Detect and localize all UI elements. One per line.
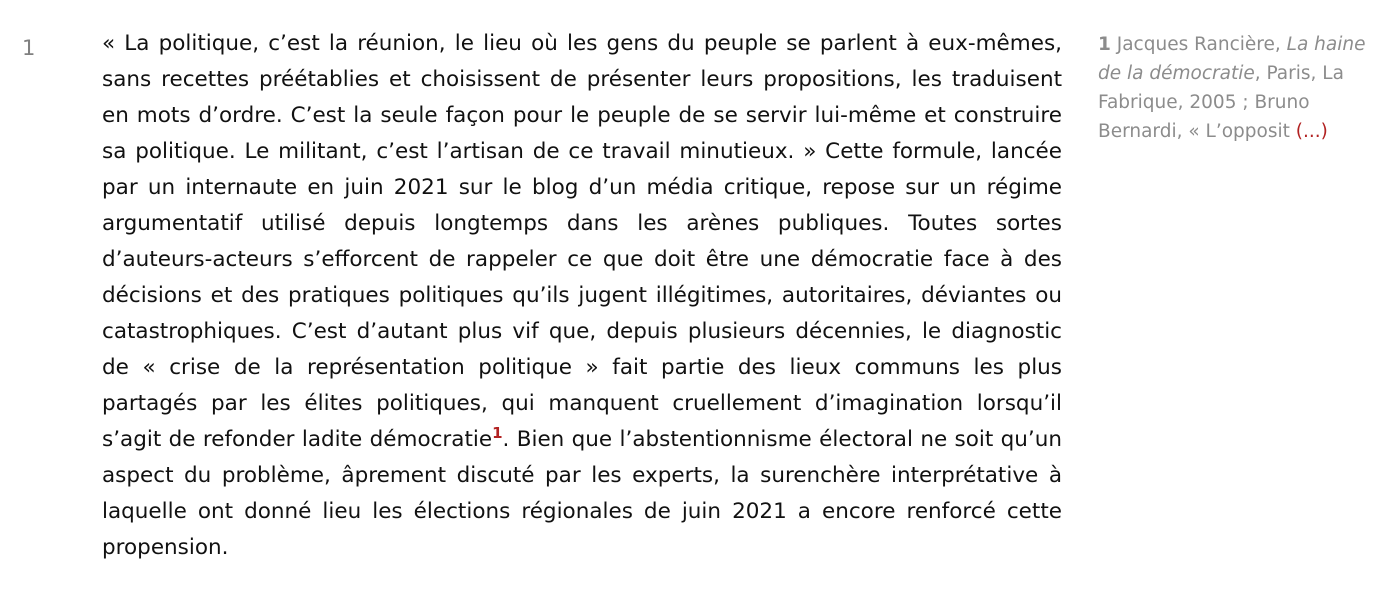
sidenote <box>1098 30 1366 146</box>
paragraph-text-after-note: . Bien que l’abstentionnisme électoral ne soit qu’un aspect du problème, âprement discuté par les experts, la surenchère interprétative à laquelle ont donné lieu les élections régionales de juin 2021 a encore renforcé cette propension. <box>102 427 1062 560</box>
body-paragraph <box>102 26 1062 566</box>
paragraph-number: 1 <box>22 36 36 60</box>
sidenote-more-link[interactable]: (...) <box>1295 121 1328 142</box>
paragraph-text-before-note: « La politique, c’est la réunion, le lieu où les gens du peuple se parlent à eux-mêmes, sans recettes préétablies et choisissent de présenter leurs propositions, les traduisent en mots d’ordre. C’est la seule façon pour le peuple de se servir lui-même et construire sa politique. Le militant, c’est l’artisan de ce travail minutieux. » Cette formule, lancée par un internaute en juin 2021 sur le blog d’un média critique, repose sur un régime argumentatif utilisé depuis longtemps dans les arènes publiques. Toutes sortes d’auteurs-acteurs s’efforcent de rappeler ce que doit être une démocratie face à des décisions et des pratiques politiques qu’ils jugent illégitimes, autoritaires, déviantes ou catastrophiques. C’est d’autant plus vif que, depuis plusieurs décennies, le diagnostic de « crise de la représentation politique » fait partie des lieux communs les plus partagés par les élites politiques, qui manquent cruellement d’imagination lorsqu’il s’agit de refonder ladite démocratie <box>102 31 1062 452</box>
sidenote-author: Jacques Rancière, <box>1116 34 1287 55</box>
footnote-call-link[interactable]: 1 <box>492 423 503 442</box>
sidenote-number: 1 <box>1098 34 1111 55</box>
sidenote-publication: , Paris, La Fabrique, 2005 ; Bruno Bernardi, « L’opposit <box>1098 63 1344 142</box>
sidenote-title: La haine de la démocratie <box>1098 34 1366 84</box>
